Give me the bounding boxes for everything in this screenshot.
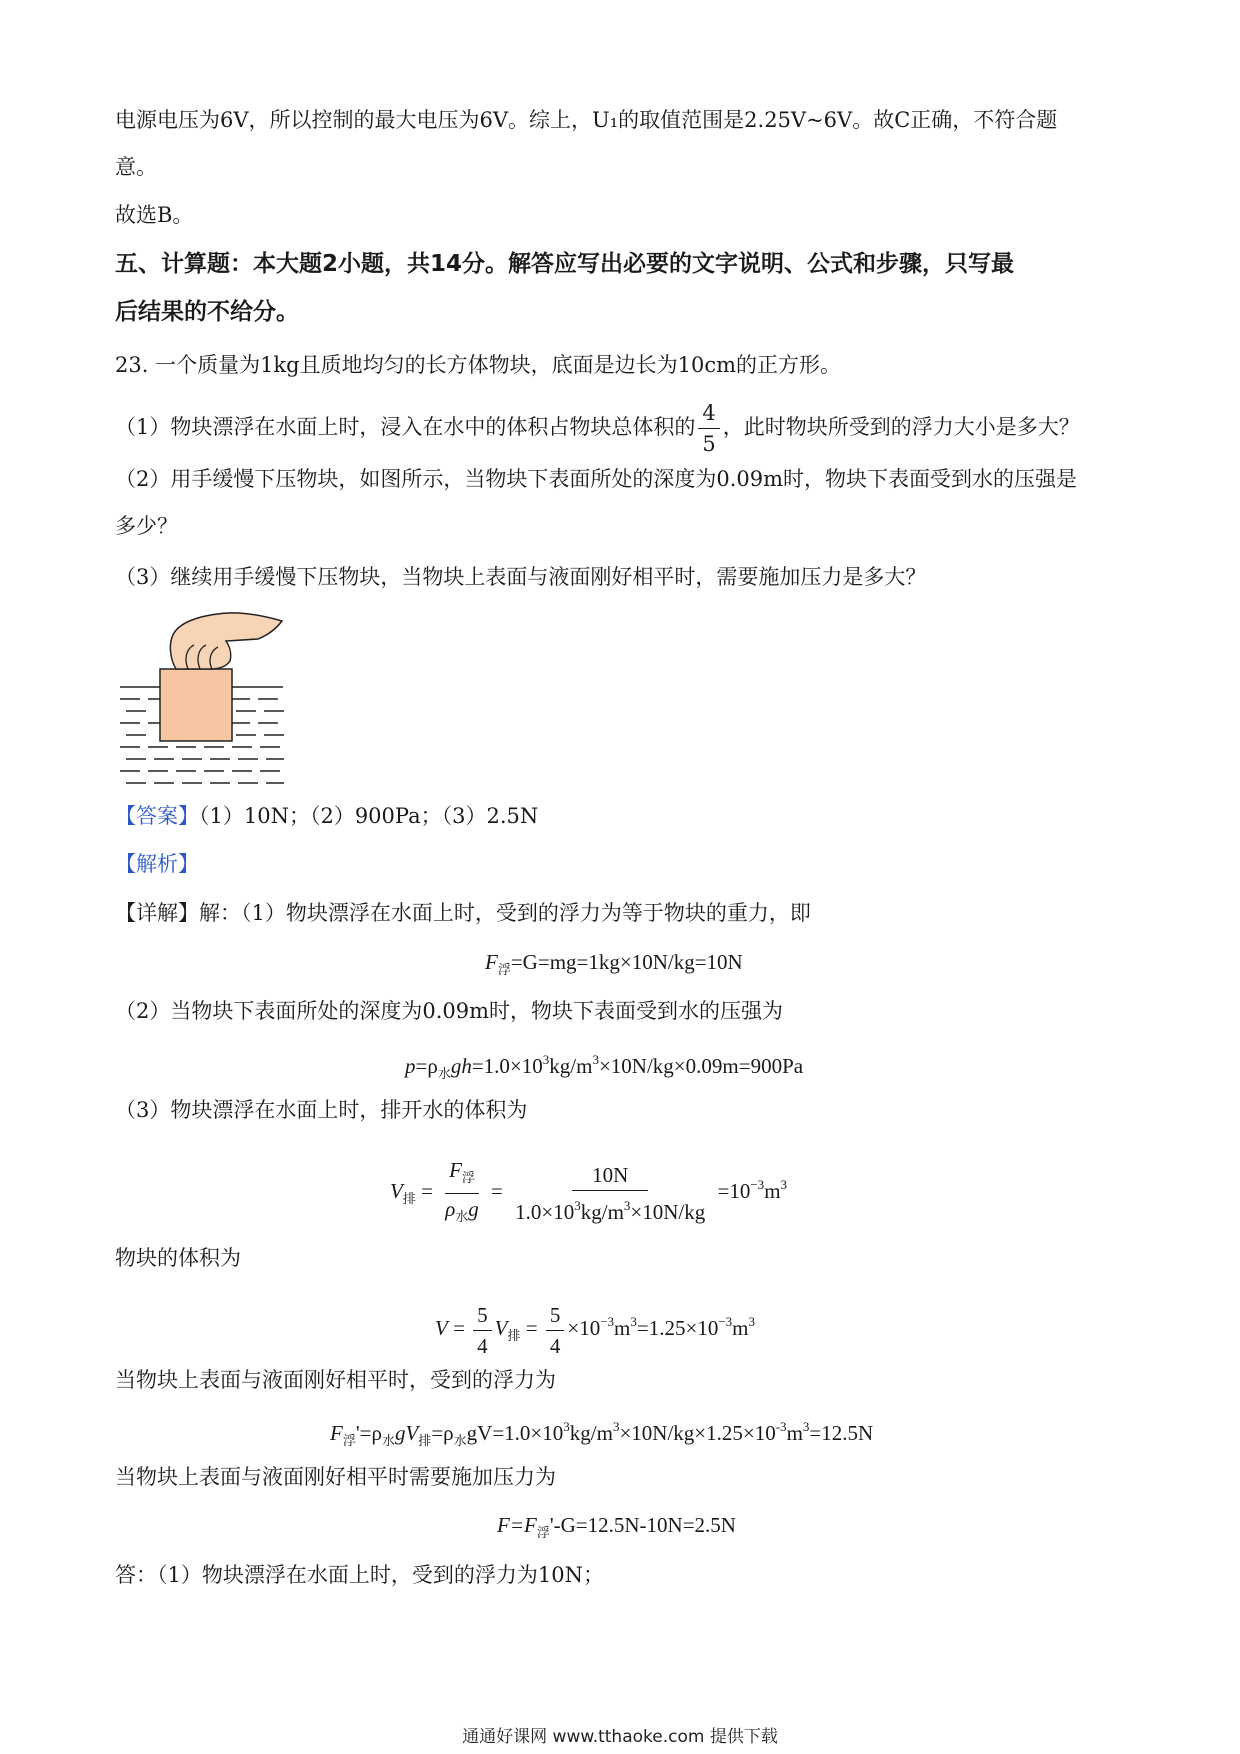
- question-part-1: [115, 397, 1080, 457]
- detail-paragraph-5: 当物块上表面与液面刚好相平时，受到的浮力为: [115, 1368, 556, 1392]
- eq6-symbol: F=F: [497, 1513, 537, 1537]
- eq2-part-2: kg/m: [549, 1054, 593, 1078]
- question-part-3: （3）继续用手缓慢下压物块，当物块上表面与液面刚好相平时，需要施加压力是多大？: [115, 565, 927, 589]
- eq5-b-subscript: 排: [418, 1433, 432, 1448]
- eq3-f1-den-symbol: ρ: [445, 1196, 456, 1221]
- eq4-unit-exponent: 3: [630, 1314, 637, 1329]
- eq4-fraction-1-numerator: 5: [473, 1302, 492, 1331]
- intro-line-2: 意。: [115, 155, 157, 179]
- eq6-subscript: 浮: [536, 1525, 550, 1540]
- eq5-e-exponent: 3: [612, 1419, 620, 1434]
- detail-paragraph-1: 【详解】解：（1）物块漂浮在水面上时，受到的浮力为等于物块的重力，即: [115, 901, 811, 925]
- question-part-2-line-1: （2）用手缓慢下压物块，如图所示，当物块下表面所处的深度为0.09m时，物块下表面受到水的压强是: [115, 467, 1078, 491]
- eq5-b: gV: [394, 1421, 419, 1445]
- eq3-f1-num-subscript: 浮: [461, 1169, 475, 1185]
- eq2-exponent-2: 3: [592, 1052, 599, 1067]
- section-heading-line-2: 后结果的不给分。: [115, 299, 299, 325]
- equation-1: [485, 947, 743, 985]
- detail-paragraph-3: （3）物块漂浮在水面上时，排开水的体积为: [115, 1098, 528, 1122]
- eq4-fraction-1-denominator: 4: [477, 1333, 488, 1358]
- eq2-rho: =ρ: [415, 1054, 438, 1078]
- block-shape: [160, 669, 232, 741]
- eq1-body: =G=mg=1kg×10N/kg=10N: [510, 950, 743, 974]
- eq3-f1-den-subscript: 水: [455, 1208, 469, 1224]
- eq5-f-exponent: -3: [775, 1419, 787, 1434]
- eq4-result-unit: m: [732, 1316, 749, 1340]
- detail-paragraph-6: 当物块上表面与液面刚好相平时需要施加压力为: [115, 1465, 556, 1489]
- eq4-mid-exponent: −3: [600, 1314, 615, 1329]
- intro-line-3: 故选B。: [115, 203, 194, 227]
- eq3-f2-den-exp2: 3: [623, 1197, 631, 1213]
- eq3-f1-num-symbol: F: [449, 1157, 462, 1182]
- q1-fraction-denominator: 5: [702, 432, 716, 456]
- equation-4: [435, 1290, 755, 1360]
- page-footer: 通通好课网 www.tthaoke.com 提供下载: [462, 1727, 778, 1747]
- eq6-body: '-G=12.5N-10N=2.5N: [549, 1513, 736, 1537]
- eq4-result-exponent: −3: [718, 1314, 733, 1329]
- question-stem: 23. 一个质量为1kg且质地均匀的长方体物块，底面是边长为10cm的正方形。: [115, 353, 841, 377]
- eq1-symbol: F: [485, 950, 498, 974]
- eq3-f2-den-b: kg/m: [580, 1199, 624, 1224]
- answer-text: （1）10N；（2）900Pa；（3）2.5N: [199, 804, 539, 828]
- eq3-fraction-1-denominator: [441, 1194, 483, 1230]
- q1-fraction: [698, 400, 719, 457]
- eq3-fraction-1: [441, 1157, 483, 1230]
- eq3-rhs: =10: [717, 1179, 751, 1203]
- eq1-subscript: 浮: [497, 962, 511, 977]
- eq3-lhs: V: [390, 1179, 403, 1203]
- eq4-fraction-2-denominator: 4: [549, 1333, 561, 1358]
- eq4-v: V: [494, 1316, 508, 1340]
- eq5-d: gV=1.0×10: [466, 1421, 564, 1445]
- intro-line-1: 电源电压为6V，所以控制的最大电压为6V。综上，U₁的取值范围是2.25V~6V。故C正确，不符合题: [115, 108, 1058, 132]
- equation-3: [390, 1153, 787, 1223]
- hand-pressing-block-figure: [118, 605, 288, 785]
- eq5-a-subscript: 水: [381, 1433, 395, 1448]
- eq5-c-subscript: 水: [453, 1433, 467, 1448]
- answer-line: [115, 801, 538, 831]
- q1-fraction-numerator: 4: [698, 400, 719, 429]
- analysis-tag: 【解析】: [115, 852, 199, 876]
- eq5-g: m: [786, 1421, 803, 1445]
- eq4-result-unit-exponent: 3: [748, 1314, 756, 1329]
- eq4-mid: ×10: [567, 1316, 601, 1340]
- eq5-a: '=ρ: [355, 1421, 382, 1445]
- q1-text-before: （1）物块漂浮在水面上时，浸入在水中的体积占物块总体积的: [115, 415, 696, 439]
- eq3-equals-1: =: [421, 1179, 433, 1203]
- eq3-lhs-subscript: 排: [402, 1191, 416, 1206]
- equation-6: [497, 1510, 736, 1548]
- eq3-f2-den-a: 1.0×10: [515, 1199, 575, 1224]
- equation-2: [405, 1045, 803, 1089]
- eq3-fraction-2: [511, 1162, 709, 1225]
- eq3-equals-2: =: [491, 1179, 503, 1203]
- eq4-equals-1: =: [453, 1316, 465, 1340]
- eq4-fraction-2: [546, 1302, 565, 1359]
- eq3-fraction-1-numerator: [445, 1157, 479, 1194]
- eq2-exponent: 3: [542, 1052, 550, 1067]
- eq4-unit: m: [614, 1316, 631, 1340]
- eq5-subscript: 浮: [342, 1433, 356, 1448]
- eq3-rhs-unit-exponent: 3: [780, 1177, 788, 1192]
- eq4-result: =1.25×10: [636, 1316, 719, 1340]
- eq3-fraction-2-denominator: [511, 1191, 709, 1225]
- eq4-v-subscript: 排: [507, 1328, 521, 1343]
- eq2-rho-subscript: 水: [437, 1066, 451, 1081]
- eq5-g-exponent: 3: [802, 1419, 810, 1434]
- eq5-d-exponent: 3: [563, 1419, 570, 1434]
- question-part-2-line-2: 多少？: [115, 514, 178, 538]
- eq4-equals-2: =: [525, 1316, 538, 1340]
- detail-paragraph-4: 物块的体积为: [115, 1246, 241, 1270]
- q1-text-after: ，此时物块所受到的浮力大小是多大？: [722, 415, 1080, 439]
- eq2-part-1: =1.0×10: [471, 1054, 543, 1078]
- eq3-f2-den-c: ×10N/kg: [630, 1199, 706, 1224]
- equation-5: [330, 1412, 873, 1456]
- eq3-f2-den-exp: 3: [574, 1197, 581, 1213]
- eq5-f: ×10N/kg×1.25×10: [619, 1421, 776, 1445]
- eq3-rhs-unit: m: [764, 1179, 781, 1203]
- eq3-fraction-2-numerator: 10N: [572, 1162, 648, 1191]
- eq5-symbol: F: [330, 1421, 343, 1445]
- eq3-rhs-exponent: −3: [750, 1177, 765, 1192]
- eq5-c: =ρ: [431, 1421, 454, 1445]
- eq4-lhs: V: [435, 1316, 448, 1340]
- hand-shape: [170, 613, 282, 669]
- eq4-fraction-1: [473, 1302, 492, 1359]
- eq3-f1-den-g: g: [468, 1196, 479, 1221]
- eq2-part-3: ×10N/kg×0.09m=900Pa: [598, 1054, 804, 1078]
- answer-tag: 【答案】: [115, 804, 199, 828]
- detail-paragraph-2: （2）当物块下表面所处的深度为0.09m时，物块下表面受到水的压强为: [115, 999, 784, 1023]
- detail-paragraph-7: 答：（1）物块漂浮在水面上时，受到的浮力为10N；: [115, 1563, 604, 1587]
- section-heading-line-1: 五、计算题：本大题2小题，共14分。解答应写出必要的文字说明、公式和步骤，只写最: [115, 251, 1015, 277]
- eq2-gh: gh: [450, 1054, 472, 1078]
- eq2-symbol: p: [405, 1054, 416, 1078]
- eq4-fraction-2-numerator: 5: [546, 1302, 565, 1331]
- eq5-e: kg/m: [569, 1421, 613, 1445]
- eq5-h: =12.5N: [809, 1421, 874, 1445]
